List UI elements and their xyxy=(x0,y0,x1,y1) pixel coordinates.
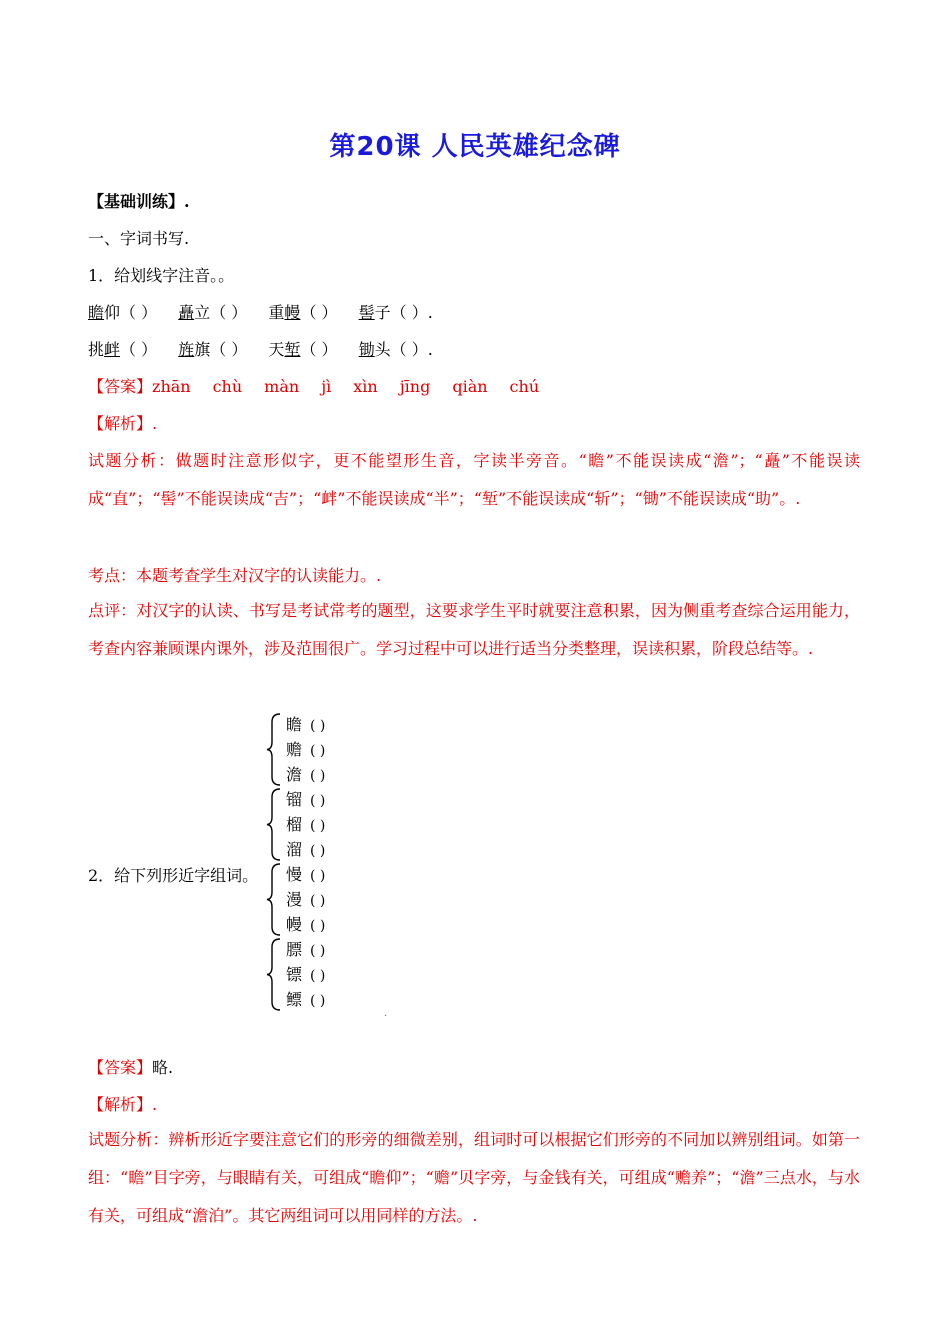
brace-icon xyxy=(266,937,282,1012)
question-1-row-1 xyxy=(88,302,449,324)
section-basic-training: 【基础训练】. xyxy=(88,192,190,211)
paragraph-mark: . xyxy=(384,1008,388,1019)
answer-label: 【答案】 xyxy=(88,1058,153,1077)
question-1-answer: 【答案】zhān chù màn jì xìn jīng qiàn chú xyxy=(88,377,540,396)
char-row: 榴 ( ) xyxy=(286,815,326,834)
brace-icon xyxy=(266,862,282,937)
pinyin-item: 髻子（ ）. xyxy=(358,303,433,322)
char-row: 镏 ( ) xyxy=(286,790,326,809)
question-2-analysis: 试题分析：辨析形近字要注意它们的形旁的细微差别，组词时可以根据它们形旁的不同加以辨别组词。如第一组：“瞻”目字旁，与眼睛有关，可组成“瞻仰”；“赡”贝字旁，与金钱有关，可组成“赡养”；“澹”三点水，与水有关，可组成“澹泊”。其它两组词可以用同样的方法。. xyxy=(88,1130,860,1225)
question-1-analysis-label: 【解析】. xyxy=(88,414,158,433)
question-1-analysis: 试题分析：做题时注意形似字，更不能望形生音，字读半旁音。“瞻”不能误读成“澹”；“矗”不能误读成“直”；“髻”不能误读成“吉”；“衅”不能误读成“半”；“堑”不能误读成“斩”；“锄”不能误读成“助”。. xyxy=(88,451,860,508)
char-row: 膘 ( ) xyxy=(286,940,326,959)
answer-label: 【答案】 xyxy=(88,377,153,396)
pinyin-item: 瞻仰（ ） xyxy=(88,303,158,322)
pinyin-item: 天堑（ ） xyxy=(268,340,338,359)
char-row: 鳔 ( ) xyxy=(286,990,326,1009)
question-2-answer: 【答案】略. xyxy=(88,1058,174,1077)
pinyin-item: 挑衅（ ） xyxy=(88,340,158,359)
page-title: 第20课 人民英雄纪念碑 xyxy=(329,132,621,162)
question-1-dianping: 点评：对汉字的认读、书写是考试常考的题型，这要求学生平时就要注意积累，因为侧重考查综合运用能力，考查内容兼顾课内课外，涉及范围很广。学习过程中可以进行适当分类整理，误读积累，阶段总结等。. xyxy=(88,601,860,658)
question-2-analysis-label: 【解析】. xyxy=(88,1095,158,1114)
char-row: 漫 ( ) xyxy=(286,890,326,909)
char-row: 镖 ( ) xyxy=(286,965,326,984)
char-row: 澹 ( ) xyxy=(286,765,326,784)
pinyin-item: 旌旗（ ） xyxy=(178,340,248,359)
question-1-prompt: 1．给划线字注音。。 xyxy=(88,266,235,285)
pinyin-item: 矗立（ ） xyxy=(178,303,248,322)
char-row: 幔 ( ) xyxy=(286,915,326,934)
brace-icon xyxy=(266,787,282,862)
char-row: 瞻 ( ) xyxy=(286,715,326,734)
brace-icon xyxy=(266,712,282,787)
question-1-row-2 xyxy=(88,339,449,361)
char-row: 慢 ( ) xyxy=(286,865,326,884)
question-2-prompt: 2．给下列形近字组词。 xyxy=(88,866,259,885)
pinyin-item: 重幔（ ） xyxy=(268,303,338,322)
char-row: 溜 ( ) xyxy=(286,840,326,859)
char-row: 赡 ( ) xyxy=(286,740,326,759)
pinyin-item: 锄头（ ）. xyxy=(358,340,433,359)
part-one-heading: 一、字词书写. xyxy=(88,229,190,248)
question-1-kaodian: 考点：本题考查学生对汉字的认读能力。. xyxy=(88,566,382,585)
